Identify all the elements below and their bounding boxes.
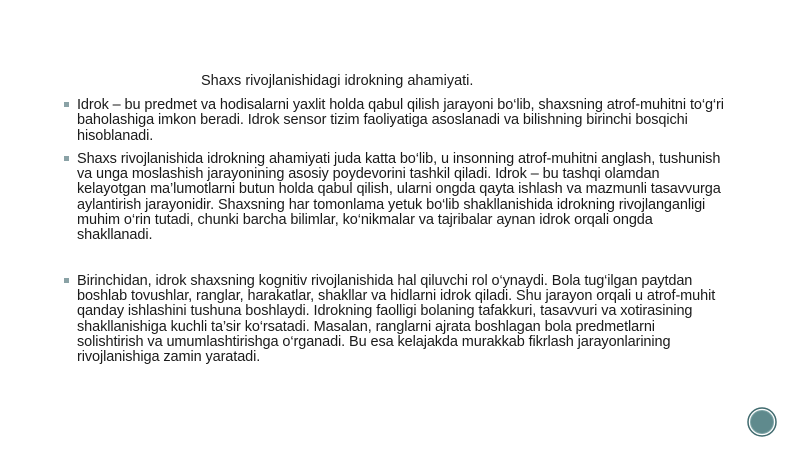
bullet-text: Idrok – bu predmet va hodisalarni yaxlit holda qabul qilish jarayoni bo‘lib, shaxsning atrof-muhitni to‘g‘ri baholashiga imkon beradi. Idrok sensor tizim faoliyatiga asoslanadi va bilishning birinchi bosqichi hisoblanadi. <box>77 97 724 144</box>
bullet-marker-icon <box>64 278 69 283</box>
bullet-marker-icon <box>64 102 69 107</box>
slide-title: Shaxs rivojlanishidagi idrokning ahamiyati. <box>201 73 474 89</box>
bullet-text: Birinchidan, idrok shaxsning kognitiv rivojlanishida hal qiluvchi rol o‘ynaydi. Bola tug‘ilgan paytdan boshlab tovushlar, ranglar, harakatlar, shakllar va hidlarni idrok qiladi. Shu jarayon orqali u atrof-muhit qanday ishlashini tushuna boshlaydi. Idrokning faolligi bolaning tafakkuri, tasavvuri va xotirasining shakllanishiga kuchli ta’sir ko‘rsatadi. Masalan, ranglarni ajrata boshlagan bola predmetlarni solishtirish va umumlashtirishga o‘rganadi. Bu esa kelajakda murakkab fikrlash jarayonlarining rivojlanishiga zamin yaratadi. <box>77 272 716 366</box>
bullet-marker-icon <box>64 156 69 161</box>
circle-button-icon[interactable] <box>747 407 777 437</box>
list-item <box>64 152 724 244</box>
list-item <box>64 98 724 144</box>
bullet-text: Shaxs rivojlanishida idrokning ahamiyati juda katta bo‘lib, u insonning atrof-muhitni anglash, tushunish va unga moslashish jarayonining asosiy poydevorini tashkil qiladi. Idrok – bu tashqi olamdan kelayotgan ma’lumotlarni butun holda qabul qilish, ularni ongda qayta ishlash va mazmunli tasavvurga aylantirish jarayonidir. Shaxsning har tomonlama yetuk bo‘lib shakllanishida idrokning rivojlanganligi muhim o‘rin tutadi, chunki barcha bilimlar, ko‘nikmalar va tajribalar aynan idrok orqali ongda shakllanadi. <box>77 150 721 244</box>
list-item <box>64 274 724 366</box>
bullet-list <box>64 98 724 365</box>
